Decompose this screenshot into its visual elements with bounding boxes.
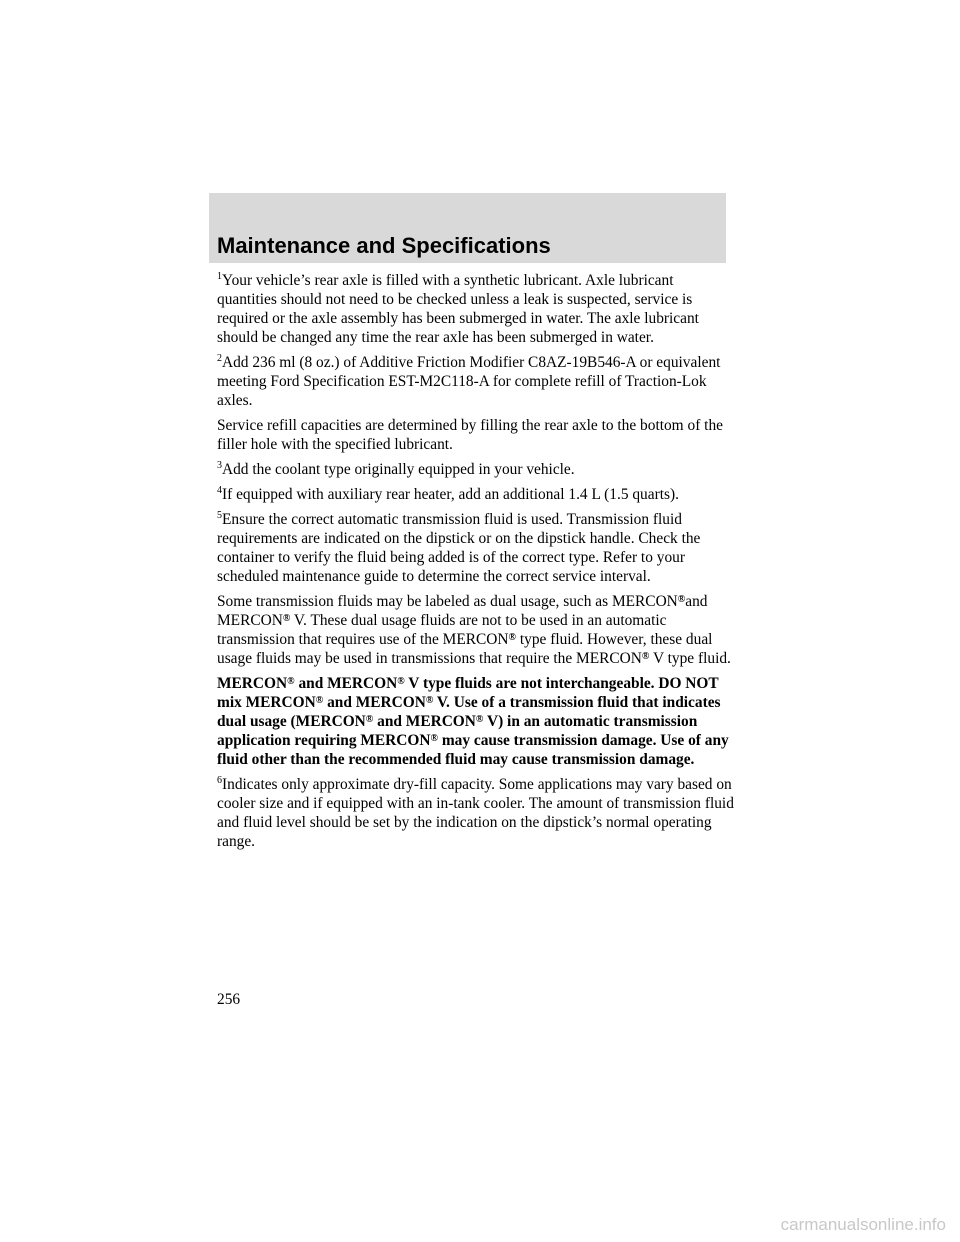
footnote-marker: 6 xyxy=(217,775,222,786)
footnote-text: If equipped with auxiliary rear heater, add an additional 1.4 L (1.5 quarts). xyxy=(222,486,679,503)
footnote-text: Add the coolant type originally equipped in your vehicle. xyxy=(222,461,575,478)
section-title: Maintenance and Specifications xyxy=(217,233,551,258)
trademark-symbol: ® xyxy=(425,695,434,706)
trademark-symbol: ® xyxy=(641,651,650,662)
trademark-symbol: ® xyxy=(430,733,438,744)
footnote-marker: 5 xyxy=(217,510,222,521)
footnote-marker: 2 xyxy=(217,353,222,364)
trademark-symbol: ® xyxy=(315,695,324,706)
trademark-symbol: ® xyxy=(397,676,405,687)
footnote-4 xyxy=(217,485,737,504)
section-header-band xyxy=(209,193,726,263)
trademark-symbol: ® xyxy=(365,714,374,725)
footnote-marker: 3 xyxy=(217,460,222,471)
footnote-text: Your vehicle’s rear axle is filled with a synthetic lubricant. Axle lubricant quantities should not need to be checked unless a leak is suspected, service is required or the axle assembly has been submerged in water. The axle lubricant should be changed any time the rear axle has been submerged in water. xyxy=(217,272,699,346)
watermark: carmanualsonline.info xyxy=(780,1215,946,1234)
footnote-marker: 1 xyxy=(217,271,222,282)
page-content xyxy=(217,271,737,857)
footnote-text: Add 236 ml (8 oz.) of Additive Friction Modifier C8AZ-19B546-A or equivalent meeting Ford Specification EST-M2C118-A for complete refill of Traction-Lok axles. xyxy=(217,354,721,409)
trademark-symbol: ® xyxy=(508,632,517,643)
trademark-symbol: ® xyxy=(677,594,686,605)
footnote-marker: 4 xyxy=(217,485,222,496)
footnote-6 xyxy=(217,775,737,851)
trademark-symbol: ® xyxy=(287,676,295,687)
dual-usage-paragraph: Some transmission fluids may be labeled as dual usage, such as MERCON®and MERCON® V. These dual usage fluids are not to be used in an automatic transmission that requires use of the MERCON® type fluid. However, these dual usage fluids may be used in transmissions that require the MERCON® V type fluid. xyxy=(217,593,731,667)
footnote-text: Indicates only approximate dry-fill capacity. Some applications may vary based on cooler size and if equipped with an in-tank cooler. The amount of transmission fluid and fluid level should be set by the indication on the dipstick’s normal operating range. xyxy=(217,776,734,850)
page-number: 256 xyxy=(217,991,241,1008)
warning-paragraph: MERCON® and MERCON® V type fluids are not interchangeable. DO NOT mix MERCON® and MERCON® V. Use of a transmission fluid that indicates dual usage (MERCON® and MERCON® V) in an automatic transmission application requiring MERCON® may cause transmission damage. Use of any fluid other than the recommended fluid may cause transmission damage. xyxy=(217,675,729,768)
trademark-symbol: ® xyxy=(475,714,484,725)
footnote-3 xyxy=(217,460,737,479)
trademark-symbol: ® xyxy=(282,613,291,624)
footnote-1 xyxy=(217,271,737,347)
footnote-2 xyxy=(217,353,737,410)
footnote-text: Ensure the correct automatic transmission fluid is used. Transmission fluid requirements are indicated on the dipstick or on the dipstick handle. Check the container to verify the fluid being added is of the correct type. Refer to your scheduled maintenance guide to determine the correct service interval. xyxy=(217,511,701,585)
footnote-5 xyxy=(217,510,737,586)
service-refill-paragraph: Service refill capacities are determined by filling the rear axle to the bottom of the filler hole with the specified lubricant. xyxy=(217,417,723,453)
